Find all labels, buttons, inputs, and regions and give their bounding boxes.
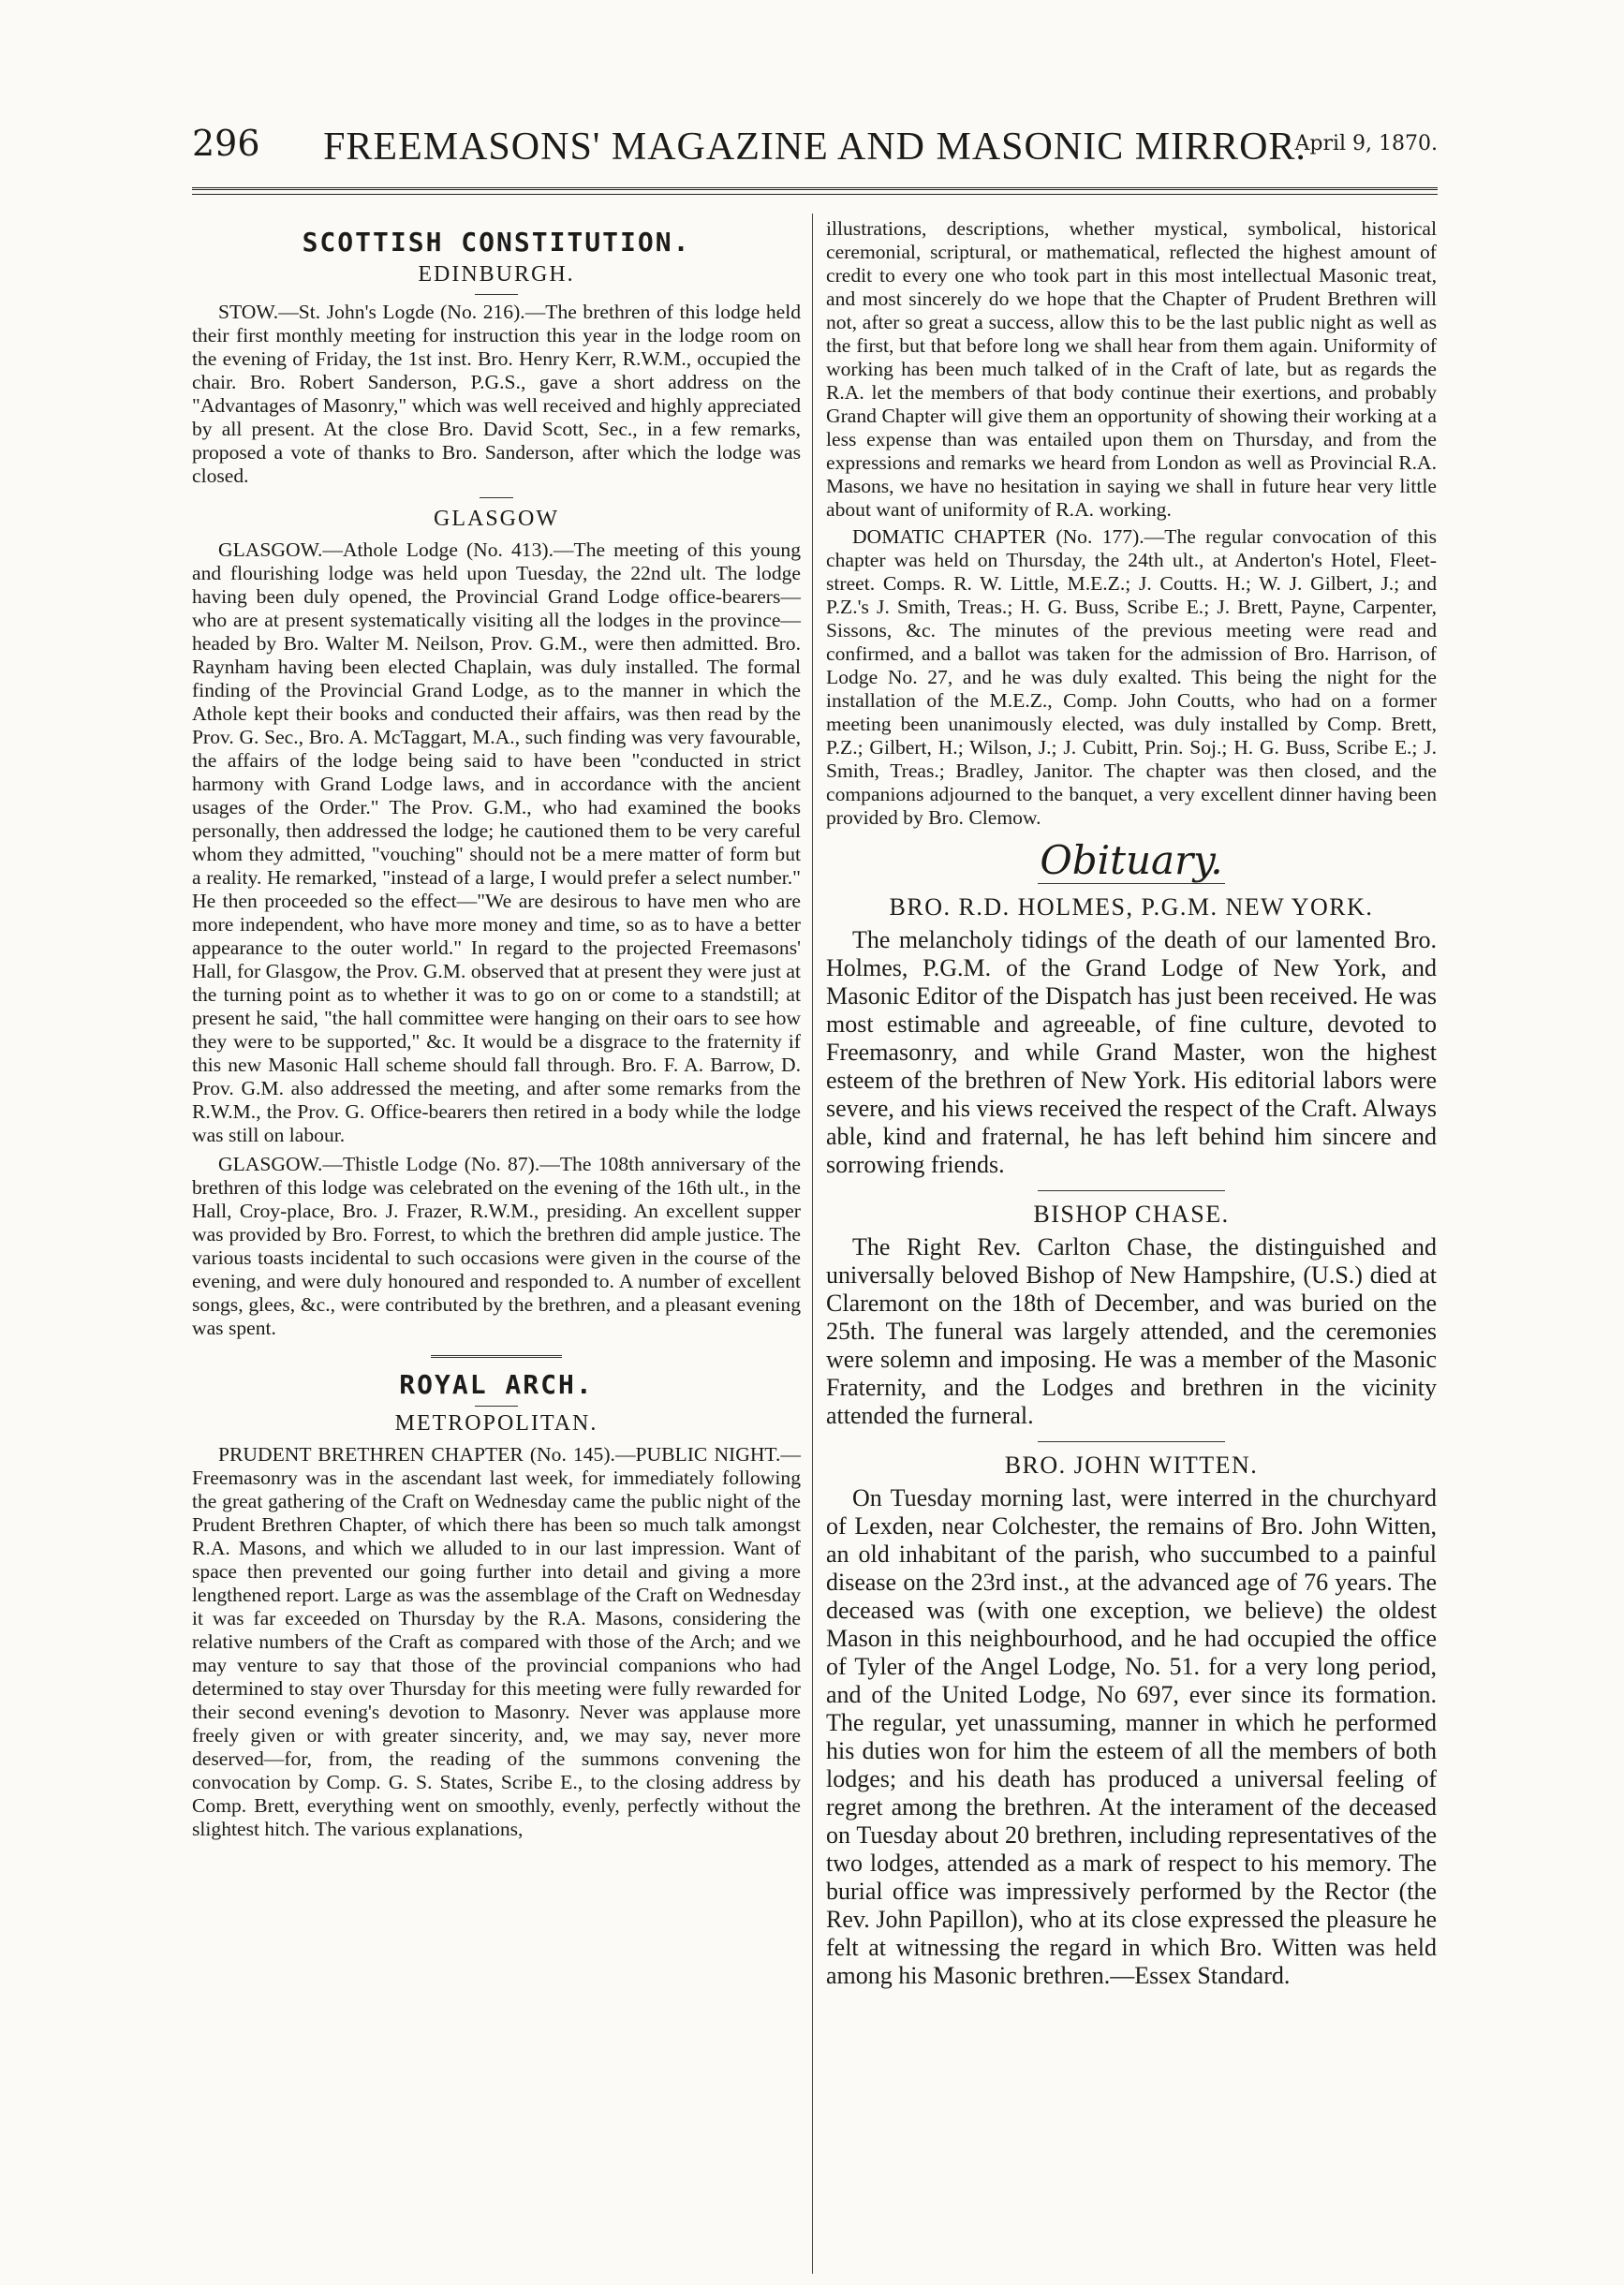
- left-column: [192, 217, 801, 1841]
- section-title-royal-arch: ROYAL ARCH.: [399, 1369, 594, 1400]
- obit-rule: [1038, 1441, 1225, 1442]
- obit-rule: [1038, 1190, 1225, 1191]
- obituary-section: [826, 895, 1437, 1990]
- subhead-metropolitan: METROPOLITAN.: [394, 1411, 598, 1436]
- page-number: 296: [192, 123, 260, 164]
- right-column: [826, 217, 1437, 1990]
- obituary-title: Obituary.: [1040, 837, 1223, 883]
- subhead-edinburgh: EDINBURGH.: [418, 262, 575, 287]
- obit-witten: On Tuesday morning last, were interred in the churchyard of Lexden, near Colchester, the remains of Bro. John Witten, an old inhabitant of the parish, who succumbed to a painful disease on the 23rd inst., at the advanced age of 76 years. The deceased was (with one exception, we believe) the oldest Mason in this neighbourhood, and he had occupied the office of Tyler of the Angel Lodge, No. 51. for a very long period, and of the United Lodge, No 697, ever since its formation. The regular, yet unassuming, manner in which he performed his duties won for him the esteem of all the members of both lodges; and his death has produced a universal feeling of regret among the brethren. At the interament of the deceased on Tuesday about 20 brethren, including representatives of the two lodges, attended as a mark of respect to his memory. The burial office was impressively performed by the Rector (the Rev. John Papillon), who at its close expressed the pleasure he felt at witnessing the regard in which Bro. Witten was held among his Masonic brethren.—Essex Standard.: [826, 1484, 1437, 1989]
- running-title: FREEMASONS' MAGAZINE AND MASONIC MIRROR.: [323, 125, 1307, 169]
- article-prudent-continued: illustrations, descriptions, whether mystical, symbolical, historical ceremonial, scriptural, or mathematical, reflected the highest amount of credit to every one who took part in this most intellectual Masonic treat, and most sincerely do we hope that the Chapter of Prudent Brethren will not, after so great a success, allow this to be the last public night as well as the first, but that before long we shall hear from them again. Uniformity of working has been much talked of in the Craft of late, but as regards the R.A. let the members of that body continue their exertions, and probably Grand Chapter will give them an opportunity of showing their working at a less expense than was entailed upon them on Thursday, and from the expressions and remarks we heard from London as well as Provincial R.A. Masons, we have no hesitation in saying we shall in future hear very little about want of uniformity of R.A. working.: [826, 217, 1437, 521]
- column-divider: [812, 214, 813, 2274]
- separator-rule: [480, 497, 513, 498]
- section-title-scottish: SCOTTISH CONSTITUTION.: [302, 227, 691, 258]
- short-rule: [475, 294, 518, 295]
- obit-head-holmes: BRO. R.D. HOLMES, P.G.M. NEW YORK.: [889, 893, 1374, 921]
- page-header: [192, 117, 1438, 173]
- issue-date: April 9, 1870.: [1294, 132, 1438, 155]
- article-stow: STOW.—St. John's Logde (No. 216).—The brethren of this lodge held their first monthly meeting for instruction this year in the lodge room on the evening of Friday, the 1st inst. Bro. Henry Kerr, R.W.M., occupied the chair. Bro. Robert Sanderson, P.G.S., gave a short address on the "Advantages of Masonry," which was well received and highly appreciated by all present. At the close Bro. David Scott, Sec., in a few remarks, proposed a vote of thanks to Bro. Sanderson, after which the lodge was closed.: [192, 301, 801, 487]
- article-thistle-lodge: GLASGOW.—Thistle Lodge (No. 87).—The 108th anniversary of the brethren of this lodge was celebrated on the evening of the 16th ult., in the Hall, Croy-place, Bro. J. Frazer, R.W.M., presiding. An excellent supper was provided by Bro. Forrest, to which the brethren did ample justice. The various toasts incidental to such occasions were given in the course of the evening, and were duly honoured and responded to. A number of excellent songs, glees, &c., were contributed by the brethren, and a pleasant evening was spent.: [192, 1153, 801, 1339]
- obit-holmes: The melancholy tidings of the death of our lamented Bro. Holmes, P.G.M. of the Grand Lodge of New York, and Masonic Editor of the Dispatch has just been received. He was most estimable and agreeable, of fine culture, devoted to Freemasonry, and while Grand Master, won the highest esteem of the brethren of New York. His editorial labors were severe, and his views received the respect of the Craft. Always able, kind and fraternal, he has left behind him sincere and sorrowing friends.: [826, 926, 1437, 1178]
- obituary-rule: [1038, 883, 1225, 884]
- obit-head-chase: BISHOP CHASE.: [1033, 1201, 1230, 1228]
- obit-head-witten: BRO. JOHN WITTEN.: [1004, 1452, 1259, 1479]
- article-athole-lodge: GLASGOW.—Athole Lodge (No. 413).—The meeting of this young and flourishing lodge was held upon Tuesday, the 22nd ult. The lodge having been duly opened, the Provincial Grand Lodge office-bearers—who are at present systematically visiting all the lodges in the province—headed by Bro. Walter M. Neilson, Prov. G.M., were then admitted. Bro. Raynham having been elected Chaplain, was duly installed. The formal finding of the Provincial Grand Lodge, as to the manner in which the Athole kept their books and conducted their affairs, was then read by the Prov. G. Sec., Bro. A. McTaggart, M.A., such finding was very favourable, the affairs of the lodge being said to have been "conducted in strict harmony with Grand Lodge laws, and in accordance with the ancient usages of the Order." The Prov. G.M., who had examined the books personally, then addressed the lodge; he cautioned them to be very careful whom they admitted, "vouching" should not be a mere matter of form but a reality. He remarked, "instead of a large, I would prefer a select number." He then proceeded so the effect—"We are desirous to have men who are more independent, who have more money and time, so as to have a better appearance to the outer world." In regard to the projected Freemasons' Hall, for Glasgow, the Prov. G.M. observed that at present they were just at the turning point as to whether it was to go on or come to a standstill; at present he said, "the hall committee were hanging on their oars to see how they were to be supported," &c. It would be a disgrace to the fraternity if this new Masonic Hall scheme should fall through. Bro. F. A. Barrow, D. Prov. G.M. also addressed the meeting, and after some remarks from the R.W.M., the Prov. G. Office-bearers then retired in a body while the lodge was still on labour.: [192, 538, 801, 1146]
- article-prudent-brethren: PRUDENT BRETHREN CHAPTER (No. 145).—PUBLIC NIGHT.—Freemasonry was in the ascendant last week, for immediately following the great gathering of the Craft on Wednesday came the public night of the Prudent Brethren Chapter, of which there has been so much talk amongst R.A. Masons, and which we alluded to in our last impression. Want of space then prevented our going further into detail and giving a more lengthened report. Large as was the assemblage of the Craft on Wednesday it was far exceeded on Thursday by the R.A. Masons, considering the relative numbers of the Craft as compared with those of the Arch; and we may venture to say that those of the provincial companions who had determined to stay over Thursday for this meeting were fully rewarded for their second evening's devotion to Masonry. Never was applause more freely given or with greater sincerity, and, we may say, never more deserved—for, from, the reading of the summons convening the convocation by Comp. G. S. States, Scribe E., to the closing address by Comp. Brett, everything went on smoothly, evenly, perfectly without the slightest hitch. The various explanations,: [192, 1443, 801, 1840]
- short-rule: [475, 1406, 518, 1407]
- article-domatic-chapter: DOMATIC CHAPTER (No. 177).—The regular convocation of this chapter was held on Thursday, the 24th ult., at Anderton's Hotel, Fleet-street. Comps. R. W. Little, M.E.Z.; J. Coutts. H.; W. J. Gilbert, J.; and P.Z.'s J. Smith, Treas.; H. G. Buss, Scribe E.; J. Brett, Payne, Carpenter, Sissons, &c. The minutes of the previous meeting were read and confirmed, and a ballot was taken for the admission of Bro. Harrison, of Lodge No. 27, and he was duly exalted. This being the night for the installation of the M.E.Z., Comp. John Coutts, who had on a former meeting been unanimously elected, was duly installed by Comp. Brett, P.Z.; Gilbert, H.; Wilson, J.; J. Cubitt, Prin. Soj.; H. G. Buss, Scribe E.; J. Smith, Treas.; Bradley, Janitor. The chapter was then closed, and the companions adjourned to the banquet, a very excellent dinner having been provided by Bro. Clemow.: [826, 525, 1437, 829]
- obit-chase: The Right Rev. Carlton Chase, the distinguished and universally beloved Bishop of New Hampshire, (U.S.) died at Claremont on the 18th of December, and was buried on the 25th. The funeral was largely attended, and the ceremonies were solemn and imposing. He was a member of the Masonic Fraternity, and the Lodges and brethren in the vicinity attended the furneral.: [826, 1233, 1437, 1429]
- subhead-glasgow: GLASGOW: [434, 507, 559, 531]
- section-double-rule: [431, 1355, 562, 1360]
- header-rule: [192, 187, 1438, 195]
